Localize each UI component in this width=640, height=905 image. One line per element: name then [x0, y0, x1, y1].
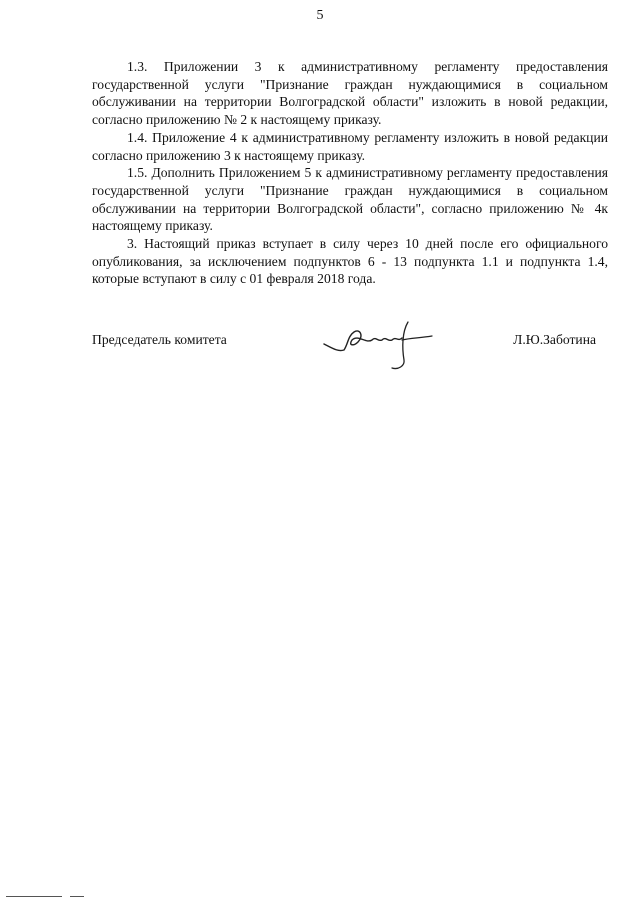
signatory-title: Председатель комитета: [92, 332, 227, 347]
page-number: 5: [316, 8, 324, 23]
signatory-name: Л.Ю.Заботина: [513, 332, 596, 347]
paragraph-1-4: 1.4. Приложение 4 к административному регламенту изложить в новой редакции согласно приложению 3 к настоящему приказу.: [92, 129, 608, 163]
handwritten-signature: [318, 314, 438, 374]
document-body: [92, 58, 608, 288]
paragraph-1-5: 1.5. Дополнить Приложением 5 к административному регламенту предоставления государственной услуги "Признание граждан нуждающимися в социальном обслуживании на территории Волгоградской области", согласно приложению № 4к настоящему приказу.: [92, 165, 608, 234]
signature-block: [92, 326, 596, 376]
paragraph-1-3: 1.3. Приложении 3 к административному регламенту предоставления государственной услуги "Признание граждан нуждающимися в социальном обслуживании на территории Волгоградской области" изложить в новой редакции, согласно приложению № 2 к настоящему приказу.: [92, 59, 608, 128]
paragraph-3: 3. Настоящий приказ вступает в силу через 10 дней после его официального опубликования, за исключением подпунктов 6 - 13 подпункта 1.1 и подпункта 1.4, которые вступают в силу с 01 февраля 2018 года.: [92, 236, 608, 287]
footer-line: [6, 896, 62, 897]
footer-line-short: [70, 896, 84, 897]
